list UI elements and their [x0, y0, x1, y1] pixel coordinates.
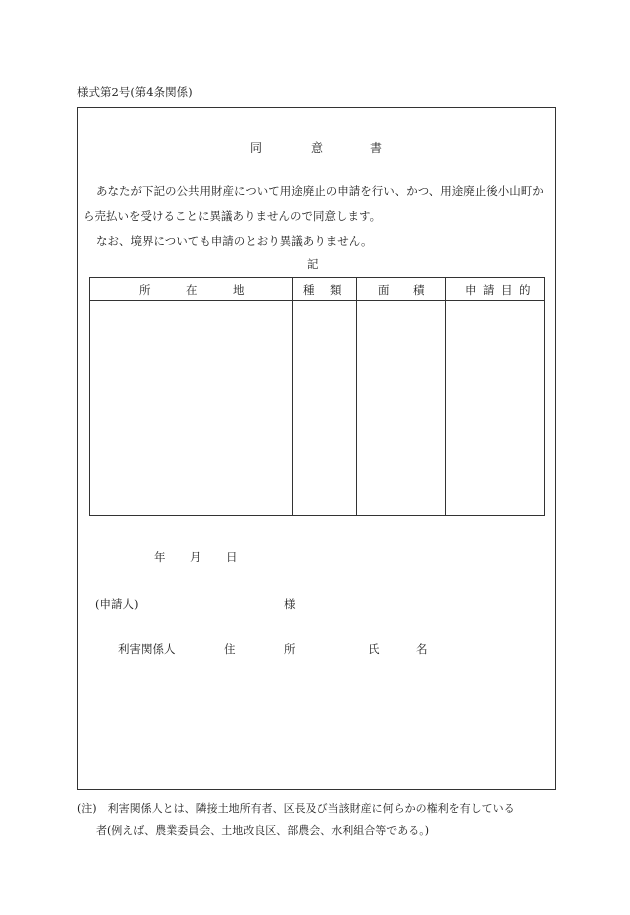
- ki-label: 記: [307, 257, 319, 271]
- body-line-1: あなたが下記の公共用財産について用途廃止の申請を行い、かつ、用途廃止後小山町か: [96, 184, 544, 198]
- record-table: [89, 277, 545, 516]
- header-type-char-2: 類: [330, 283, 342, 297]
- title-char-2: 意: [311, 141, 324, 155]
- header-location-char-2: 在: [186, 283, 198, 297]
- header-location-char-3: 地: [233, 283, 245, 297]
- header-area-char-1: 面: [378, 283, 390, 297]
- header-location-char-1: 所: [139, 283, 151, 297]
- date-day-label: 日: [226, 550, 238, 564]
- header-area-char-2: 積: [413, 283, 425, 297]
- title-char-3: 書: [370, 141, 383, 155]
- applicant-label: (申請人): [95, 597, 139, 611]
- body-line-2: ら売払いを受けることに異議ありませんので同意します。: [83, 209, 382, 223]
- stakeholder-label: 利害関係人: [118, 642, 176, 656]
- column-divider-2: [356, 278, 357, 515]
- header-purpose-char-1: 申: [465, 283, 477, 297]
- header-purpose-char-3: 目: [501, 283, 513, 297]
- date-year-label: 年: [154, 550, 166, 564]
- column-divider-3: [445, 278, 446, 515]
- header-purpose-char-2: 請: [483, 283, 495, 297]
- stakeholder-name-char-2: 名: [416, 642, 428, 656]
- form-number: 様式第2号(第4条関係): [77, 85, 193, 99]
- stakeholder-address-char-1: 住: [224, 642, 236, 656]
- note-line-2: 者(例えば、農業委員会、土地改良区、部農会、水利組合等である。): [96, 824, 430, 837]
- stakeholder-address-char-2: 所: [284, 642, 296, 656]
- body-line-3: なお、境界についても申請のとおり異議ありません。: [96, 234, 373, 248]
- column-divider-1: [292, 278, 293, 515]
- applicant-honorific: 様: [284, 597, 296, 611]
- stakeholder-name-char-1: 氏: [368, 642, 380, 656]
- title-char-1: 同: [250, 141, 263, 155]
- header-purpose-char-4: 的: [519, 283, 531, 297]
- date-month-label: 月: [190, 550, 202, 564]
- header-type-char-1: 種: [303, 283, 315, 297]
- note-line-1: (注) 利害関係人とは、隣接土地所有者、区長及び当該財産に何らかの権利を有している: [77, 802, 515, 815]
- header-separator: [90, 300, 544, 301]
